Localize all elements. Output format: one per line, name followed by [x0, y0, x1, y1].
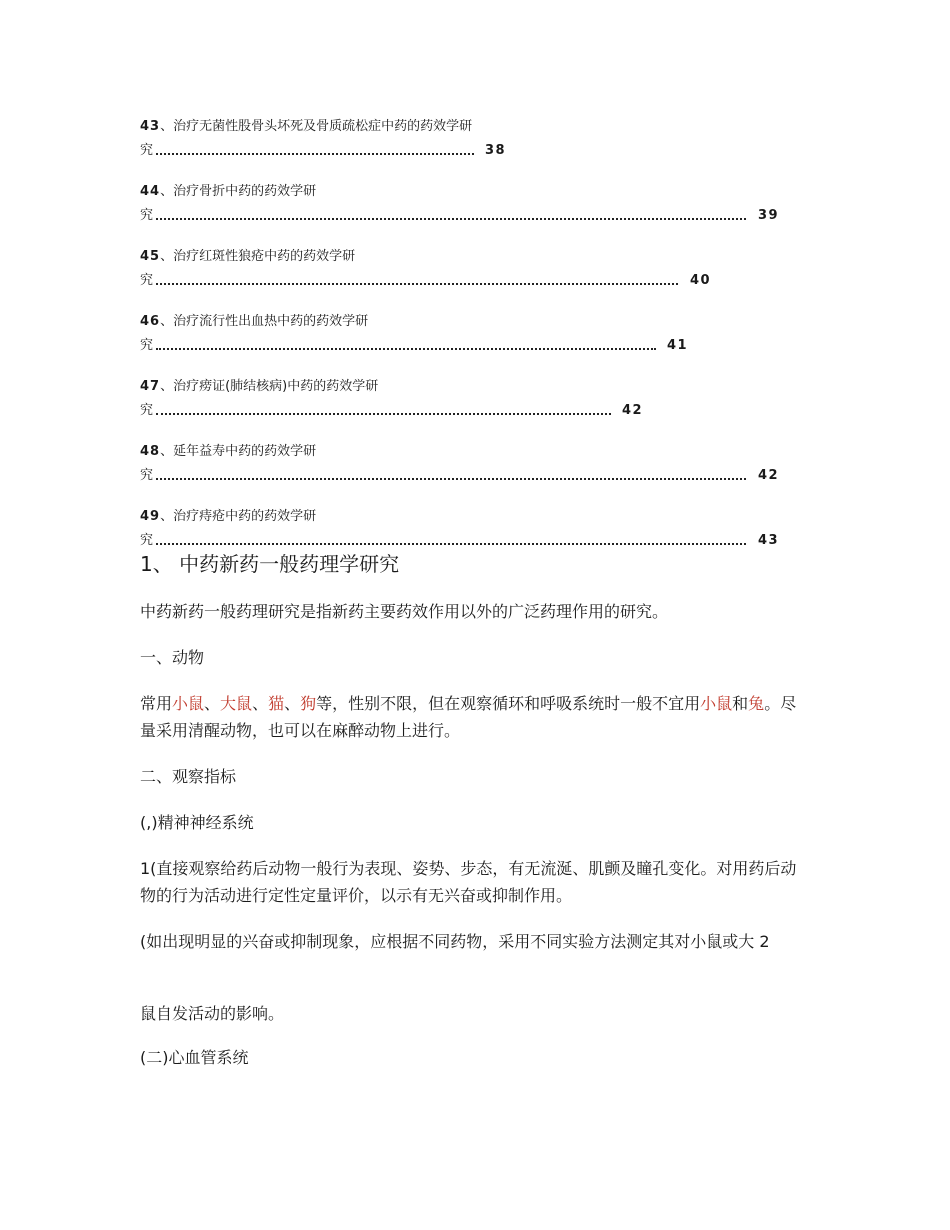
- toc-leader: 究 39: [140, 206, 790, 226]
- highlight-term: 小鼠: [172, 694, 205, 713]
- toc-title: 48、延年益寿中药的药效学研: [140, 444, 317, 459]
- toc-page-number: 41: [667, 338, 689, 353]
- toc-page-number: 40: [690, 273, 712, 288]
- toc-entry-49[interactable]: [140, 507, 790, 551]
- subsection-heading-2: (二)心血管系统: [140, 1048, 249, 1067]
- toc-page-number: 43: [758, 533, 780, 548]
- toc-leader: 究 43: [140, 531, 790, 551]
- paragraph-1: 1(直接观察给药后动物一般行为表现、姿势、步态，有无流涎、肌颤及瞳孔变化。对用药后动物的行为活动进行定性定量评价，以示有无兴奋或抑制作用。: [140, 859, 797, 905]
- toc-title: 49、治疗痔疮中药的药效学研: [140, 509, 317, 524]
- intro-paragraph: 中药新药一般药理研究是指新药主要药效作用以外的广泛药理作用的研究。: [140, 602, 669, 621]
- toc-entry-46[interactable]: [140, 312, 790, 356]
- highlight-term: 小鼠: [700, 694, 733, 713]
- paragraph-3: 鼠自发活动的影响。: [140, 1004, 285, 1023]
- animals-heading: 一、动物: [140, 648, 205, 667]
- toc-leader: 究 42: [140, 401, 790, 421]
- toc-entry-48[interactable]: [140, 442, 790, 486]
- toc-page-number: 39: [758, 208, 780, 223]
- highlight-term: 兔: [748, 694, 765, 713]
- toc-entry-44[interactable]: [140, 182, 790, 226]
- indicators-heading: 二、观察指标: [140, 767, 237, 786]
- toc-title: 45、治疗红斑性狼疮中药的药效学研: [140, 249, 356, 264]
- animals-paragraph: 常用小鼠、大鼠、猫、狗等，性别不限，但在观察循环和呼吸系统时一般不宜用小鼠和兔。尽量采用清醒动物，也可以在麻醉动物上进行。: [140, 694, 797, 740]
- toc-leader: 究 38: [140, 141, 790, 161]
- toc-leader: 究 41: [140, 336, 790, 356]
- paragraph-2: (如出现明显的兴奋或抑制现象，应根据不同药物，采用不同实验方法测定其对小鼠或大 2: [140, 932, 770, 951]
- toc-page-number: 42: [622, 403, 644, 418]
- toc-title: 43、治疗无菌性股骨头坏死及骨质疏松症中药的药效学研: [140, 119, 473, 134]
- toc-page-number: 38: [485, 143, 507, 158]
- subsection-heading-1: (,)精神神经系统: [140, 813, 254, 832]
- toc-title: 44、治疗骨折中药的药效学研: [140, 184, 317, 199]
- toc-entry-47[interactable]: [140, 377, 790, 421]
- highlight-term: 大鼠: [220, 694, 253, 713]
- section-title: 1、 中药新药一般药理学研究: [140, 552, 400, 576]
- toc-entry-43[interactable]: [140, 117, 790, 161]
- toc-title: 46、治疗流行性出血热中药的药效学研: [140, 314, 369, 329]
- toc-leader: 究 40: [140, 271, 790, 291]
- toc-entry-45[interactable]: [140, 247, 790, 291]
- toc-leader: 究 42: [140, 466, 790, 486]
- highlight-term: 狗: [300, 694, 317, 713]
- toc-title: 47、治疗痨证(肺结核病)中药的药效学研: [140, 379, 379, 394]
- toc-page-number: 42: [758, 468, 780, 483]
- highlight-term: 猫: [268, 694, 285, 713]
